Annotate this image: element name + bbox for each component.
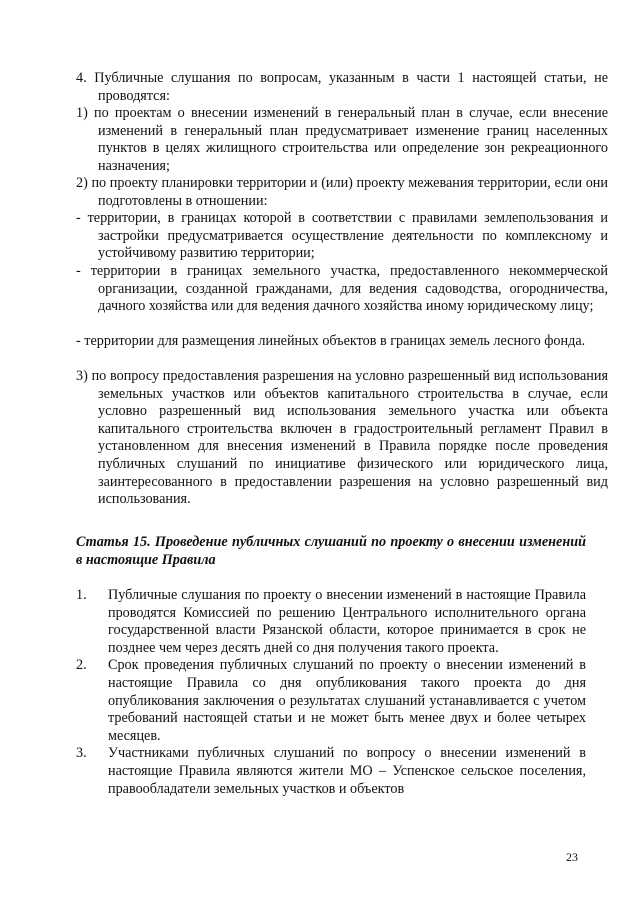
list-item-number: 1. [76, 587, 87, 603]
item-1: 1) по проектам о внесении изменений в генеральный план в случае, если внесение изменений в генеральный план предусматривает изменение границ населенных пунктов в целях жилищного строительства или определение зон рекреационного назначения; [76, 105, 608, 174]
numbered-list [76, 587, 586, 798]
item-3: 3) по вопросу предоставления разрешения на условно разрешенный вид использования земельных участков или объектов капитального строительства в случае, если условно разрешенный вид использования земельного участка или объекта капитального строительства включен в градостроительный регламент Правил в установленном для внесения изменений в Правила порядке после проведения публичных слушаний по инициативе физического или юридического лица, заинтересованного в предоставлении разрешения на условно разрешенный вид использования. [76, 368, 608, 508]
list-item-number: 2. [76, 657, 87, 674]
list-item [76, 745, 586, 798]
dash-item-1: - территории, в границах которой в соответствии с правилами землепользования и застройки предусматривается осуществление деятельности по комплексному и устойчивому развитию территории; [76, 210, 608, 262]
list-item-text: Участниками публичных слушаний по вопросу о внесении изменений в настоящие Правила являются жители МО – Успенское сельское поселения, правообладатели земельных участков и объектов [108, 745, 586, 797]
page-number: 23 [566, 850, 578, 864]
list-item [76, 657, 586, 745]
dash-item-2: - территории в границах земельного участка, предоставленного некоммерческой организации, созданной гражданами, для ведения садоводства, огородничества, дачного хозяйства или для ведения дачного хозяйства иному юридическому лицу; [76, 263, 608, 315]
list-item [76, 587, 586, 657]
list-item-text: Публичные слушания по проекту о внесении изменений в настоящие Правила проводятся Комиссией по решению Центрального исполнительного органа государственной власти Рязанской области, которое принимается в срок не позднее чем через десять дней со дня получения такого проекта. [108, 587, 586, 656]
paragraph-4: 4. Публичные слушания по вопросам, указанным в части 1 настоящей статьи, не проводятся: [76, 70, 608, 104]
dash-item-3: - территории для размещения линейных объектов в границах земель лесного фонда. [76, 333, 586, 349]
list-item-text: Срок проведения публичных слушаний по проекту о внесении изменений в настоящие Правила со дня опубликования такого проекта до дня опубликования заключения о результатах слушаний устанавливается с учетом требований настоящей статьи и не может быть менее двух и более четырех месяцев. [108, 657, 586, 744]
article-heading: Статья 15. Проведение публичных слушаний по проекту о внесении изменений в настоящие Правила [76, 534, 586, 568]
list-item-number: 3. [76, 745, 87, 762]
item-2: 2) по проекту планировки территории и (или) проекту межевания территории, если они подготовлены в отношении: [76, 175, 608, 209]
